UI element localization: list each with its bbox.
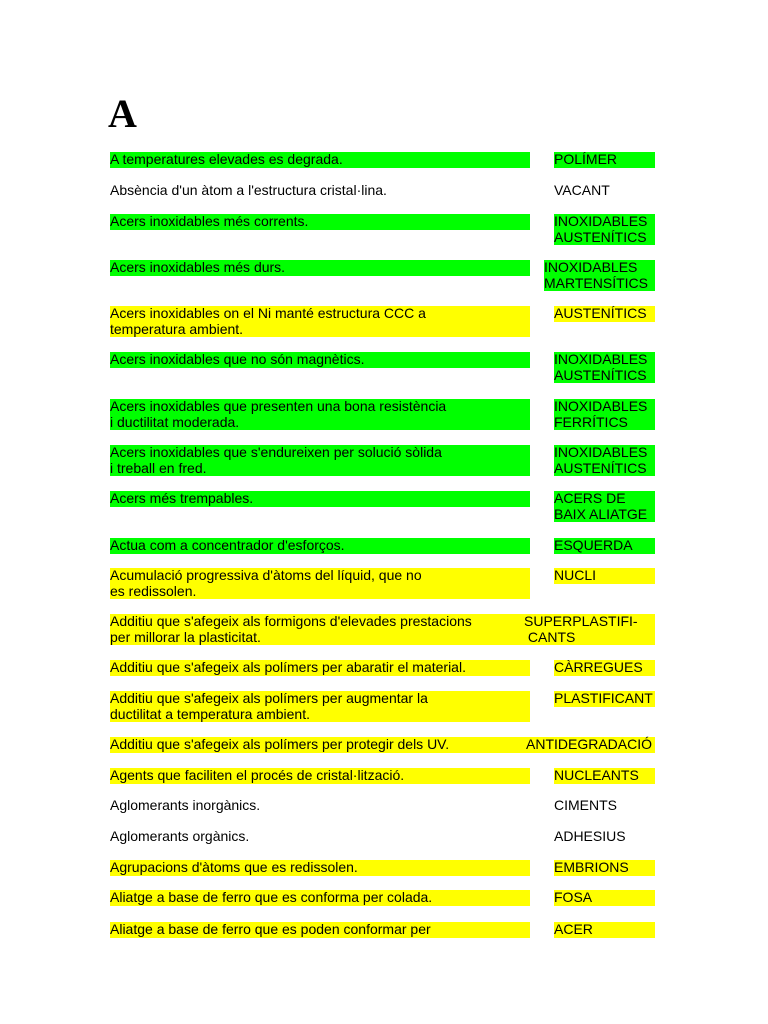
definition-line: Agents que faciliten el procés de cristal·lització. <box>110 768 530 784</box>
term-line: MARTENSÍTICS <box>544 276 655 292</box>
definition-line: per millorar la plasticitat. <box>110 630 530 646</box>
entry-definition <box>110 152 530 168</box>
definition-line: Acers inoxidables on el Ni manté estructura CCC a <box>110 306 530 322</box>
entry-term <box>544 260 655 291</box>
definition-line: i ductilitat moderada. <box>110 415 530 431</box>
term-line: ADHESIUS <box>554 828 626 844</box>
definition-line: Acers inoxidables que presenten una bona resistència <box>110 399 530 415</box>
term-line: INOXIDABLES <box>554 399 655 415</box>
definition-line: ductilitat a temperatura ambient. <box>110 707 530 723</box>
definition-line: Additiu que s'afegeix als polímers per augmentar la <box>110 691 530 707</box>
entry-definition <box>110 568 530 599</box>
entry-definition <box>110 306 530 337</box>
term-line: INOXIDABLES <box>554 445 655 461</box>
definition-line: temperatura ambient. <box>110 322 530 338</box>
term-line: POLÍMER <box>554 152 655 168</box>
definition-line: Agrupacions d'àtoms que es redissolen. <box>110 860 530 876</box>
entry-definition <box>110 829 530 845</box>
term-line: CANTS <box>524 630 655 646</box>
entry-term <box>554 445 655 476</box>
entry-definition <box>110 538 530 554</box>
entry-term <box>554 352 655 383</box>
term-line: SUPERPLASTIFI- <box>524 614 655 630</box>
definition-line: es redissolen. <box>110 584 530 600</box>
definition-line: Actua com a concentrador d'esforços. <box>110 538 530 554</box>
entry-definition <box>110 798 530 814</box>
term-line: INOXIDABLES <box>544 260 655 276</box>
entry-term <box>526 737 655 753</box>
entry-definition <box>110 491 530 507</box>
entry-term <box>554 660 655 676</box>
definition-line: Additiu que s'afegeix als formigons d'elevades prestacions <box>110 614 530 630</box>
definition-line: Aglomerants orgànics. <box>110 828 250 844</box>
entry-definition <box>110 352 530 368</box>
term-line: AUSTENÍTICS <box>554 306 655 322</box>
entry-term <box>554 922 655 938</box>
definition-line: Acers inoxidables més durs. <box>110 260 530 276</box>
page-letter: A <box>108 91 137 136</box>
entry-term <box>554 691 655 707</box>
definition-line: Additiu que s'afegeix als polímers per abaratir el material. <box>110 660 530 676</box>
definition-line: i treball en fred. <box>110 461 530 477</box>
term-line: PLASTIFICANT <box>554 691 655 707</box>
term-line: AUSTENÍTICS <box>554 230 655 246</box>
term-line: ESQUERDA <box>554 538 655 554</box>
term-line: AUSTENÍTICS <box>554 368 655 384</box>
definition-line: Acers més trempables. <box>110 491 530 507</box>
entry-term <box>554 538 655 554</box>
entry-definition <box>110 660 530 676</box>
entry-definition <box>110 691 530 722</box>
entry-term <box>554 860 655 876</box>
entry-definition <box>110 614 530 645</box>
term-line: FERRÍTICS <box>554 415 655 431</box>
entry-term <box>554 152 655 168</box>
definition-line: Additiu que s'afegeix als polímers per protegir dels UV. <box>110 737 530 753</box>
definition-line: A temperatures elevades es degrada. <box>110 152 530 168</box>
entry-definition <box>110 214 530 230</box>
term-line: ACER <box>554 922 655 938</box>
entry-term <box>554 798 655 814</box>
entry-definition <box>110 890 530 906</box>
definition-line: Absència d'un àtom a l'estructura cristal·lina. <box>110 182 387 198</box>
entry-term <box>554 306 655 322</box>
term-line: ACERS DE <box>554 491 655 507</box>
entry-definition <box>110 445 530 476</box>
entry-definition <box>110 399 530 430</box>
entry-term <box>554 214 655 245</box>
term-line: EMBRIONS <box>554 860 655 876</box>
definition-line: Acers inoxidables que no són magnètics. <box>110 352 530 368</box>
entry-term <box>554 183 655 199</box>
entry-definition <box>110 183 530 199</box>
definition-line: Aliatge a base de ferro que es poden conformar per <box>110 922 530 938</box>
term-line: NUCLEANTS <box>554 768 655 784</box>
entry-term <box>554 829 655 845</box>
definition-line: Aliatge a base de ferro que es conforma per colada. <box>110 890 530 906</box>
entry-definition <box>110 260 530 276</box>
entry-term <box>554 768 655 784</box>
entry-definition <box>110 768 530 784</box>
entry-term <box>554 568 655 584</box>
definition-line: Acers inoxidables més corrents. <box>110 214 530 230</box>
definition-line: Aglomerants inorgànics. <box>110 797 261 813</box>
term-line: FOSA <box>554 890 655 906</box>
term-line: ANTIDEGRADACIÓ <box>526 737 655 753</box>
term-line: CIMENTS <box>554 797 617 813</box>
term-line: VACANT <box>554 182 610 198</box>
definition-line: Acers inoxidables que s'endureixen per solució sòlida <box>110 445 530 461</box>
entry-term <box>554 399 655 430</box>
entry-definition <box>110 860 530 876</box>
entry-term <box>554 491 655 522</box>
entry-definition <box>110 922 530 938</box>
term-line: AUSTENÍTICS <box>554 461 655 477</box>
entry-term <box>554 890 655 906</box>
term-line: BAIX ALIATGE <box>554 507 655 523</box>
term-line: INOXIDABLES <box>554 352 655 368</box>
term-line: INOXIDABLES <box>554 214 655 230</box>
definition-line: Acumulació progressiva d'àtoms del líquid, que no <box>110 568 530 584</box>
term-line: CÀRREGUES <box>554 660 655 676</box>
term-line: NUCLI <box>554 568 655 584</box>
entry-definition <box>110 737 530 753</box>
entry-term <box>524 614 655 645</box>
